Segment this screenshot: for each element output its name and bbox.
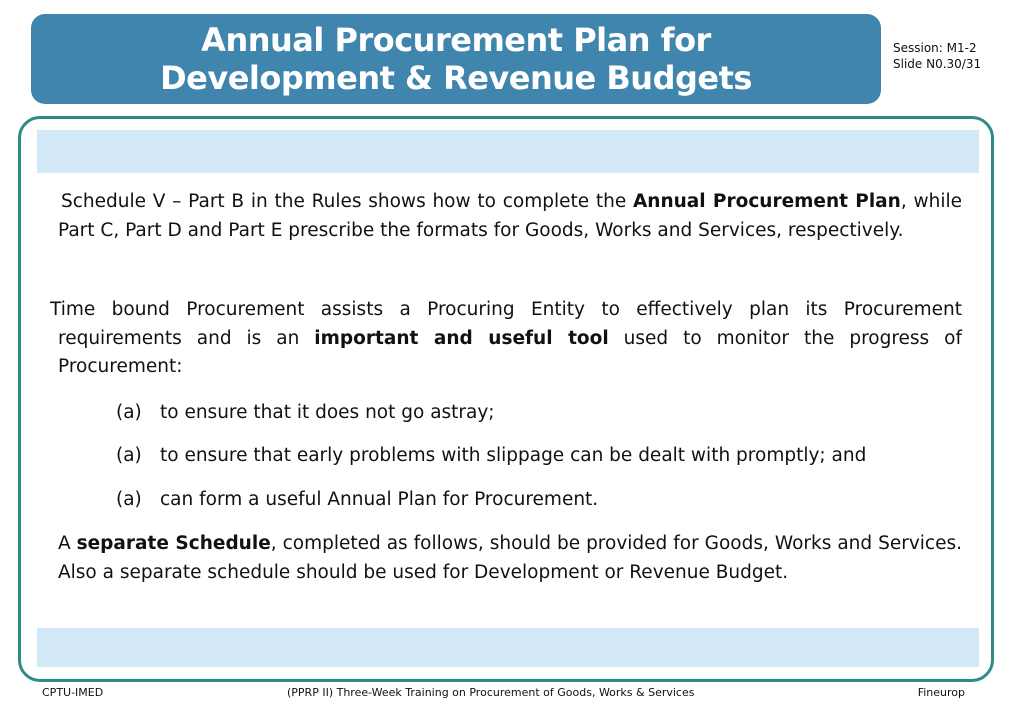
bottom-band (37, 628, 979, 667)
title-banner (31, 14, 881, 104)
list-item-text: can form a useful Annual Plan for Procurement. (160, 489, 599, 510)
list-marker: (a) (116, 445, 142, 466)
paragraph-schedule-v (58, 188, 962, 245)
list-item-text: to ensure that it does not go astray; (160, 402, 495, 423)
list-item (116, 399, 495, 427)
slide-number: Slide N0.30/31 (893, 57, 982, 71)
p2-text-before: Time bound Procurement assists a Procuring Entity to effectively plan its Procurement requirements and is an (50, 299, 962, 349)
list-marker: (a) (116, 402, 142, 423)
p3-bold-text: separate Schedule (76, 533, 271, 554)
top-band (37, 130, 979, 173)
p1-bold-text: Annual Procurement Plan (632, 191, 901, 212)
p2-text-after: used to monitor the progress of Procurement: (58, 327, 962, 377)
list-item-text: to ensure that early problems with slippage can be dealt with promptly; and (160, 445, 867, 466)
list-item (116, 442, 866, 470)
footer-organization: CPTU-IMED (42, 686, 104, 699)
session-info (893, 40, 981, 72)
list-item (116, 486, 598, 514)
p1-text-after: , while Part C, Part D and Part E prescribe the formats for Goods, Works and Services, respectively. (58, 191, 962, 241)
p1-text-before: Schedule V – Part B in the Rules shows how to complete the (61, 191, 633, 212)
p2-bold-text: important and useful tool (314, 327, 609, 349)
slide-title-line-1: Annual Procurement Plan for (201, 21, 711, 59)
session-label: Session: M1-2 (893, 41, 977, 55)
list-marker: (a) (116, 489, 142, 510)
paragraph-separate-schedule (58, 530, 962, 587)
paragraph-time-bound (50, 296, 962, 382)
footer-partner: Fineurop (917, 686, 965, 699)
footer-course-title: (PPRP II) Three-Week Training on Procurement of Goods, Works & Services (287, 686, 695, 699)
p3-text-after: , completed as follows, should be provided for Goods, Works and Services. Also a separate schedule should be used for Development or Revenue Budget. (58, 533, 962, 583)
p3-text-before: A (58, 533, 77, 554)
slide-title-line-2: Development & Revenue Budgets (160, 59, 752, 97)
